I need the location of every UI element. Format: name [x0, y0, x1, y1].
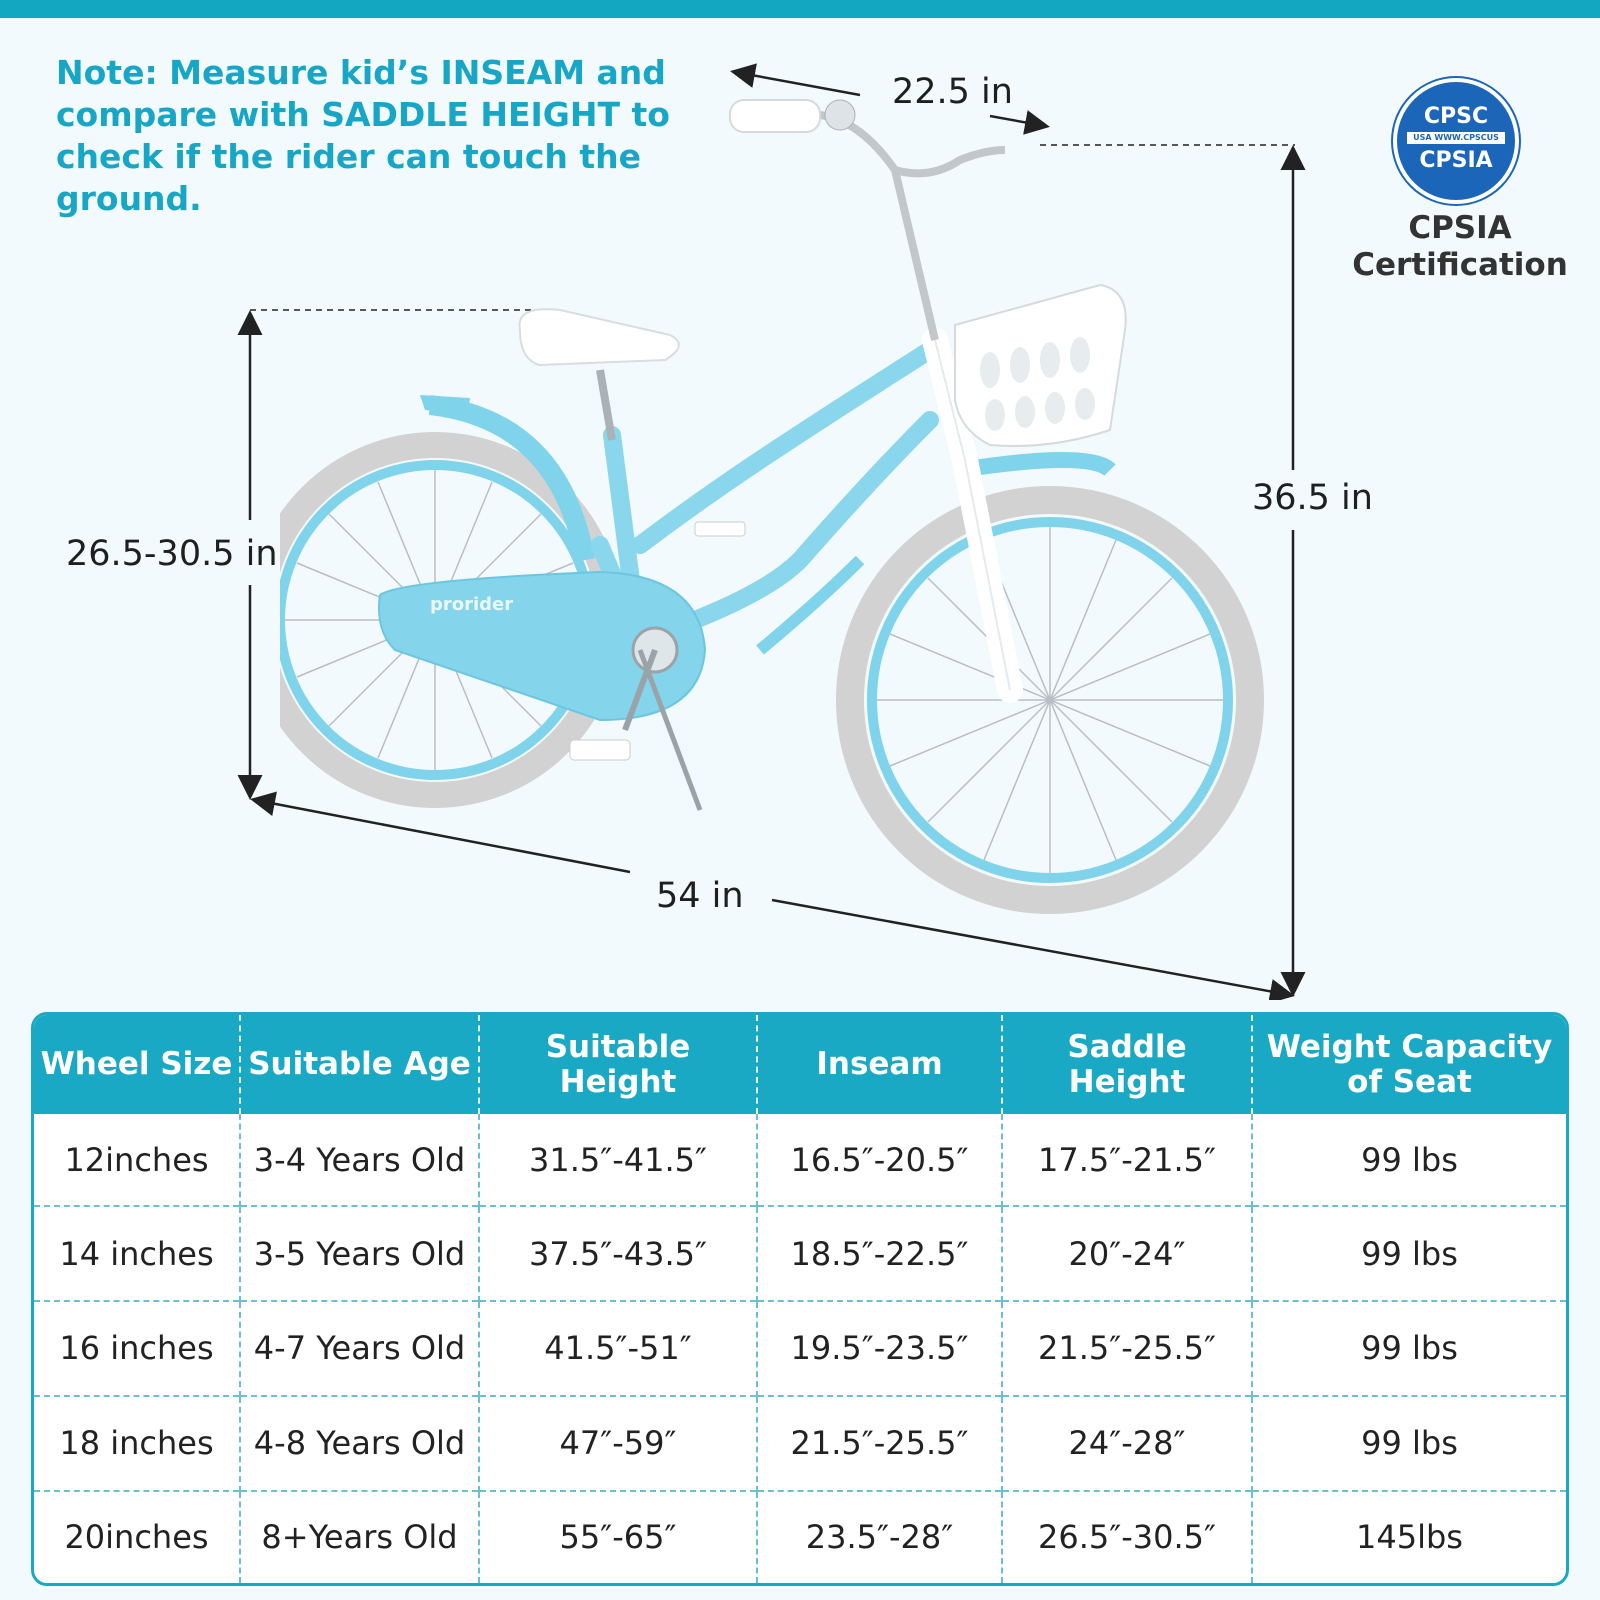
certification-line-2: Certification — [1352, 247, 1568, 283]
cell-inseam: 16.5″-20.5″ — [757, 1114, 1002, 1206]
cpsc-badge — [1393, 78, 1519, 204]
header-wheel-size: Wheel Size — [34, 1015, 240, 1114]
header-suitable-age: Suitable Age — [240, 1015, 479, 1114]
cell-suitable-age: 3-5 Years Old — [240, 1206, 479, 1301]
cell-inseam: 19.5″-23.5″ — [757, 1301, 1002, 1396]
cell-suitable-age: 8+Years Old — [240, 1491, 479, 1584]
table-header-row — [34, 1015, 1566, 1114]
certification-line-1: CPSIA — [1408, 210, 1512, 246]
cell-suitable-age: 3-4 Years Old — [240, 1114, 479, 1206]
badge-top-text: CPSC — [1423, 104, 1489, 129]
overall-height-label: 36.5 in — [1252, 478, 1373, 518]
cell-saddle-height: 24″-28″ — [1002, 1396, 1252, 1491]
cell-suitable-height: 47″-59″ — [479, 1396, 757, 1491]
front-fender — [960, 460, 1110, 470]
cell-saddle-height: 21.5″-25.5″ — [1002, 1301, 1252, 1396]
stem — [895, 170, 935, 340]
cell-suitable-height: 55″-65″ — [479, 1491, 757, 1584]
pedal-left — [570, 740, 630, 760]
header-suitable-height: Suitable Height — [479, 1015, 757, 1114]
saddle — [520, 309, 679, 365]
length-label: 54 in — [656, 876, 744, 916]
badge-middle-text: USA WWW.CPSCUS — [1407, 132, 1505, 144]
cell-weight-capacity: 99 lbs — [1252, 1206, 1566, 1301]
front-wheel — [850, 500, 1250, 900]
header-inseam: Inseam — [757, 1015, 1002, 1114]
chain-guard-brand: prorider — [430, 594, 514, 615]
bell — [825, 100, 855, 130]
cell-suitable-height: 31.5″-41.5″ — [479, 1114, 757, 1206]
table-row — [34, 1206, 1566, 1301]
cell-suitable-age: 4-8 Years Old — [240, 1396, 479, 1491]
certification-caption — [1340, 210, 1580, 284]
cell-wheel-size: 14 inches — [34, 1206, 240, 1301]
cell-saddle-height: 26.5″-30.5″ — [1002, 1491, 1252, 1584]
table-row — [34, 1114, 1566, 1206]
cell-inseam: 23.5″-28″ — [757, 1491, 1002, 1584]
header-saddle-height: Saddle Height — [1002, 1015, 1252, 1114]
cell-wheel-size: 20inches — [34, 1491, 240, 1584]
cell-inseam: 21.5″-25.5″ — [757, 1396, 1002, 1491]
cell-saddle-height: 20″-24″ — [1002, 1206, 1252, 1301]
table-row — [34, 1491, 1566, 1584]
handlebar-width-label: 22.5 in — [892, 72, 1013, 112]
table-row — [34, 1301, 1566, 1396]
size-chart-table — [31, 1012, 1569, 1586]
cell-weight-capacity: 99 lbs — [1361, 1140, 1458, 1179]
cell-suitable-height: 41.5″-51″ — [479, 1301, 757, 1396]
table-row — [34, 1396, 1566, 1491]
pedal-right — [695, 522, 745, 536]
cell-suitable-age: 4-7 Years Old — [240, 1301, 479, 1396]
cell-wheel-size: 16 inches — [34, 1301, 240, 1396]
cell-suitable-height: 37.5″-43.5″ — [479, 1206, 757, 1301]
cell-weight-capacity: 99 lbs — [1252, 1396, 1566, 1491]
bicycle-illustration — [280, 70, 1300, 970]
header-weight-capacity: Weight Capacity of Seat — [1252, 1015, 1566, 1114]
cell-wheel-size: 12inches — [34, 1114, 240, 1206]
badge-bottom-text: CPSIA — [1419, 148, 1493, 173]
cell-inseam: 18.5″-22.5″ — [757, 1206, 1002, 1301]
cell-saddle-height: 17.5″-21.5″ — [1002, 1114, 1252, 1206]
saddle-height-label: 26.5-30.5 in — [66, 534, 278, 574]
cell-weight-capacity: 145lbs — [1252, 1491, 1566, 1584]
handlebar-grip — [730, 100, 820, 132]
cell-weight-capacity: 99 lbs — [1252, 1301, 1566, 1396]
measurement-note: Note: Measure kid’s INSEAM and compare with SADDLE HEIGHT to check if the rider can touch the ground. — [56, 53, 670, 218]
cell-wheel-size: 18 inches — [34, 1396, 240, 1491]
